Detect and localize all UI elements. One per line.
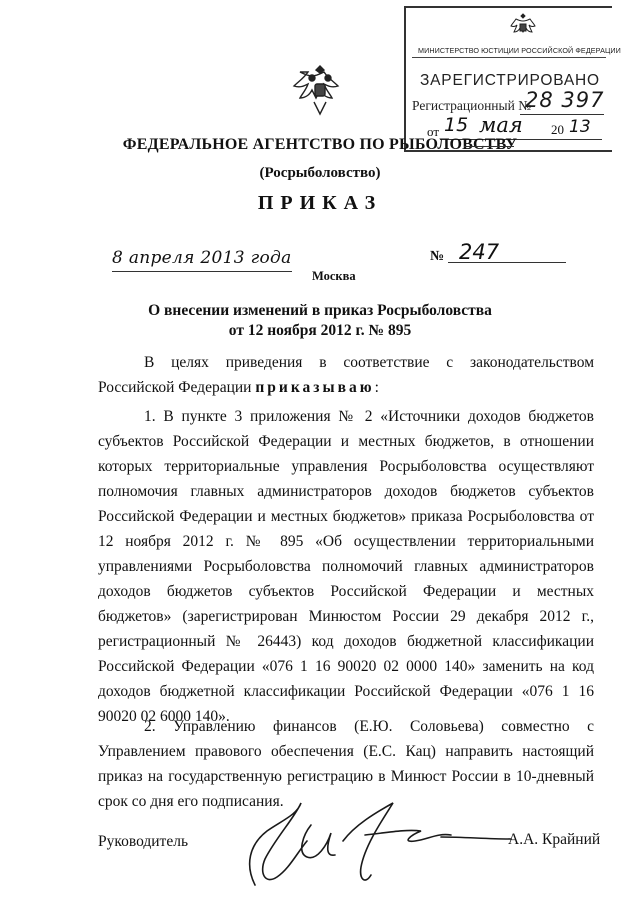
stamp-regnum-line	[520, 114, 604, 115]
stamp-ministry-name: МИНИСТЕРСТВО ЮСТИЦИИ РОССИЙСКОЙ ФЕДЕРАЦИИ	[418, 46, 621, 55]
agency-name: ФЕДЕРАЛЬНОЕ АГЕНТСТВО ПО РЫБОЛОВСТВУ	[122, 136, 518, 153]
stamp-date-year-prefix: 20	[551, 122, 564, 137]
preamble-paragraph	[98, 350, 594, 400]
handwritten-order-number: 247	[459, 240, 500, 264]
document-type-heading: ПРИКАЗ	[257, 192, 383, 214]
preamble-order-word: приказываю	[255, 379, 375, 396]
number-underline	[448, 262, 566, 263]
preamble-colon: :	[374, 379, 379, 396]
stamp-coat-of-arms-icon	[510, 12, 536, 42]
order-number-label: №	[430, 249, 445, 264]
preamble-text: В целях приведения в соответствие с законодательством Российской Федерации	[98, 354, 594, 396]
handwritten-signature	[215, 795, 515, 895]
order-title	[0, 301, 640, 341]
order-title-line2: от 12 ноября 2012 г. № 895	[228, 322, 412, 339]
item-1-paragraph: 1. В пункте 3 приложения № 2 «Источники доходов бюджетов субъектов Российской Федерации и местных бюджетов, в отношении которых территориальные управления Росрыболовства осуществляют полномочия главных администраторов доходов бюджетов субъектов Российской Федерации и местных бюджетов» приказа Росрыболовства от 12 ноября 2012 г. № 895 «Об осуществлении территориальными управлениями Росрыболовства полномочий главных администраторов доходов бюджетов субъектов Российской Федерации и местных бюджетов» (зарегистрирован Минюстом России 29 декабря 2012 г., регистрационный № 26443) код доходов бюджетной классификации Российской Федерации «076 1 16 90020 02 0000 140» заменить на код доходов бюджетной классификации Российской Федерации «076 1 16 90020 02 6000 140».	[98, 408, 594, 725]
signatory-role: Руководитель	[98, 833, 189, 850]
stamp-divider	[412, 57, 606, 58]
stamp-regnum-label: Регистрационный №	[412, 98, 532, 113]
stamp-date-day-handwritten: 15	[444, 114, 469, 136]
order-title-line1: О внесении изменений в приказ Росрыболовства	[148, 302, 492, 319]
agency-short-name: (Росрыболовство)	[259, 165, 381, 181]
handwritten-date: 8 апреля 2013 года	[112, 248, 292, 268]
stamp-date-from-label: от	[427, 124, 440, 139]
signatory-name: А.А. Крайний	[508, 831, 601, 848]
coat-of-arms-icon	[288, 58, 352, 122]
stamp-overline-mark	[464, 146, 514, 147]
city-label: Москва	[312, 269, 356, 283]
item-2-paragraph: 2. Управлению финансов (Е.Ю. Соловьева) совместно с Управлением правового обеспечения (Е.С. Кац) направить настоящий приказ на государственную регистрацию в Минюст России в 10-дневный срок со дня его подписания.	[98, 718, 594, 810]
stamp-date-month-handwritten: мая	[479, 113, 523, 137]
stamp-registered-label: ЗАРЕГИСТРИРОВАНО	[420, 72, 600, 89]
date-underline	[112, 271, 292, 272]
stamp-date-year-handwritten: 13	[569, 117, 591, 137]
stamp-regnum-handwritten: 28 397	[525, 88, 605, 112]
